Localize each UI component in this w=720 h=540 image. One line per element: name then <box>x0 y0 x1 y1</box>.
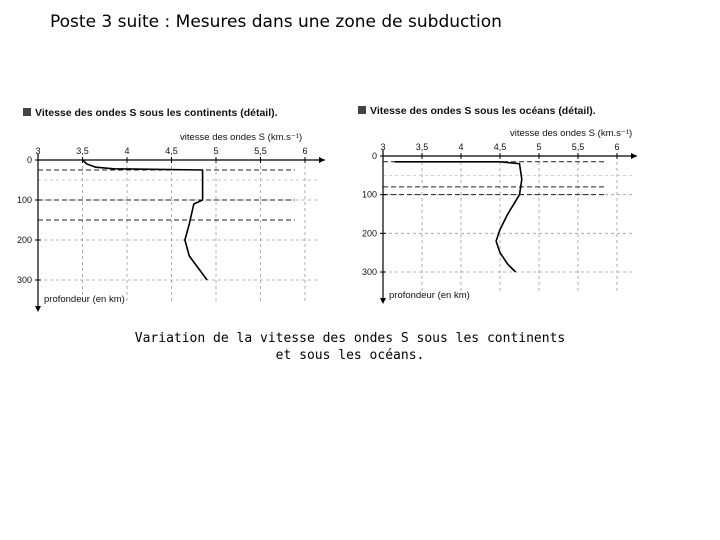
x-tick-label: 3,5 <box>415 142 429 152</box>
caption-line-2: et sous les océans. <box>275 348 425 363</box>
x-tick-label: 5,5 <box>254 146 267 156</box>
x-tick-label: 5 <box>213 146 219 156</box>
chart-title: Vitesse des ondes S sous les océans (détail). <box>370 105 596 117</box>
y-tick-label: 100 <box>16 195 32 205</box>
x-tick-label: 4,5 <box>165 146 178 156</box>
x-axis-arrow-icon <box>631 153 637 159</box>
chart-title: Vitesse des ondes S sous les continents (détail). <box>35 107 278 119</box>
velocity-curve <box>395 162 522 272</box>
x-axis-label: vitesse des ondes S (km.s⁻¹) <box>510 128 633 139</box>
caption-line-1: Variation de la vitesse des ondes S sous les continents <box>134 331 566 346</box>
oceans-chart-svg <box>355 100 645 310</box>
y-axis-label: profondeur (en km) <box>44 294 125 305</box>
x-axis-arrow-icon <box>319 157 325 163</box>
y-tick-label: 200 <box>16 235 32 245</box>
x-tick-label: 6 <box>614 142 620 152</box>
x-tick-label: 5 <box>536 142 542 152</box>
x-axis-label: vitesse des ondes S (km.s⁻¹) <box>180 132 303 143</box>
continents-chart-svg <box>16 100 330 315</box>
chart-oceans <box>355 100 645 310</box>
x-tick-label: 4 <box>458 142 464 152</box>
x-tick-label: 3 <box>380 142 386 152</box>
slide-title: Poste 3 suite : Mesures dans une zone de subduction <box>50 12 502 32</box>
x-tick-label: 3 <box>35 146 41 156</box>
title-marker-icon <box>358 106 366 114</box>
chart-continents <box>16 100 330 315</box>
title-marker-icon <box>23 108 31 116</box>
y-axis-arrow-icon <box>35 306 41 312</box>
y-axis-arrow-icon <box>380 298 386 304</box>
y-tick-label: 100 <box>361 189 377 200</box>
y-tick-label: 0 <box>26 155 32 165</box>
y-tick-label: 200 <box>361 228 377 239</box>
y-tick-label: 300 <box>16 275 32 285</box>
x-tick-label: 4 <box>124 146 130 156</box>
x-tick-label: 4,5 <box>493 142 507 152</box>
y-axis-label: profondeur (en km) <box>389 290 470 301</box>
x-tick-label: 6 <box>302 146 308 156</box>
x-tick-label: 3,5 <box>76 146 89 156</box>
x-tick-label: 5,5 <box>571 142 585 152</box>
y-tick-label: 0 <box>371 151 377 161</box>
figure-caption <box>110 330 590 364</box>
y-tick-label: 300 <box>361 267 377 277</box>
